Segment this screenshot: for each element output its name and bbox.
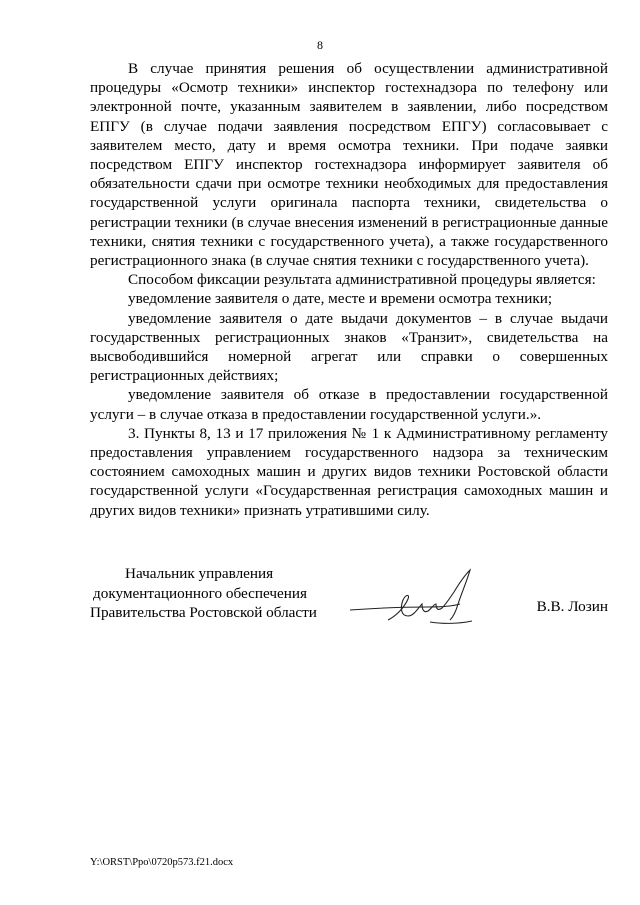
signature-block: [90, 564, 608, 628]
page-number: 8: [317, 38, 323, 52]
paragraph-inspection-agreement: В случае принятия решения об осуществлении административной процедуры «Осмотр техники» инспектор гостехнадзора по телефону или электронной почте, указанным заявителем в заявлении, либо посредством ЕПГУ (в случае подачи заявления посредством ЕПГУ) согласовывает с заявителем место, дату и время осмотра техники. При подаче заявки посредством ЕПГУ инспектор гостехнадзора информирует заявителя об обязательности сдачи при осмотре техники необходимых для предоставления государственной услуги оригинала паспорта техники, свидетельства о регистрации техники (в случае внесения изменений в регистрационные данные техники, снятия техники с государственного учета), а также государственного регистрационного знака (в случае снятия техники с государственного учета).: [90, 60, 608, 270]
paragraph-notify-refusal: уведомление заявителя об отказе в предоставлении государственной услуги – в случае отказа в предоставлении государственной услуги.».: [90, 386, 608, 423]
paragraph-item-3: 3. Пункты 8, 13 и 17 приложения № 1 к Административному регламенту предоставления управлением государственного надзора за техническим состоянием самоходных машин и других видов техники Ростовской области государственной услуги «Государственная регистрация самоходных машин и других видов техники» признать утратившими силу.: [90, 424, 608, 519]
handwritten-signature: [348, 564, 488, 632]
document-body: [90, 59, 608, 520]
signer-title-line: Начальник управления: [125, 565, 274, 582]
paragraph-notify-inspection: уведомление заявителя о дате, месте и времени осмотра техники;: [128, 290, 553, 308]
paragraph-result-fixation: Способом фиксации результата административной процедуры является:: [128, 271, 596, 289]
signer-title-line: документационного обеспечения: [93, 584, 307, 602]
signer-title: [90, 564, 317, 623]
paragraph-notify-documents: уведомление заявителя о дате выдачи документов – в случае выдачи государственных регистрационных знаков «Транзит», свидетельства на высвободившийся номерной агрегат или справки о совершенных регистрационных действиях;: [90, 309, 608, 385]
signer-name: В.В. Лозин: [536, 598, 608, 615]
file-path-footer: Y:\ORST\Ppo\0720p573.f21.docx: [90, 857, 234, 868]
signer-title-line: Правительства Ростовской области: [90, 604, 317, 621]
